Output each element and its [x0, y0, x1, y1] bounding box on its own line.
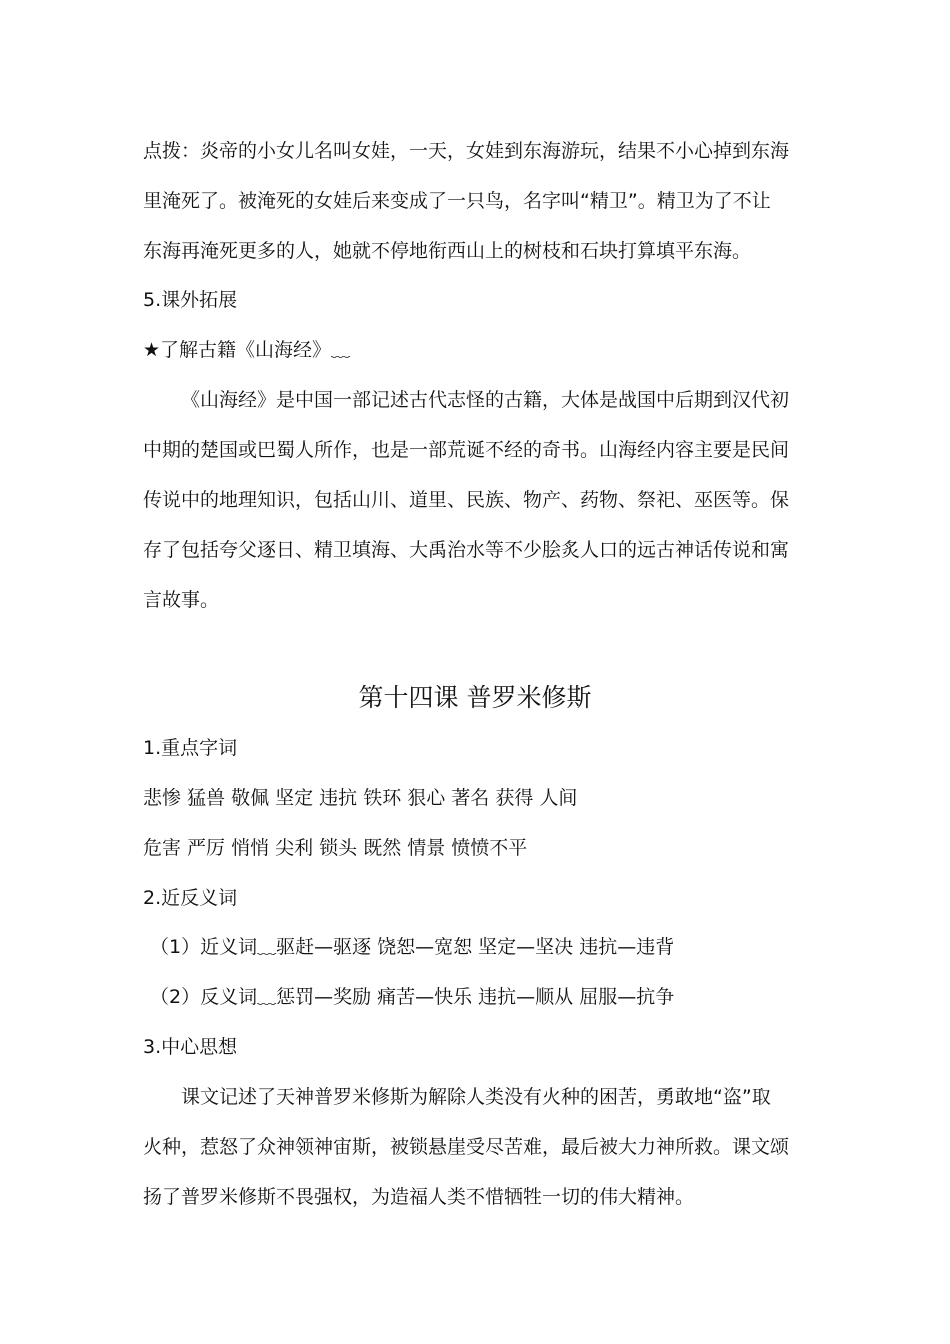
central-idea-heading: 3.中心思想	[143, 1036, 238, 1058]
shanhaijing-paragraph-line-2: 中期的楚国或巴蜀人所作，也是一部荒诞不经的奇书。山海经内容主要是民间	[143, 439, 790, 461]
central-idea-line-3: 扬了普罗米修斯不畏强权，为造福人类不惜牺牲一切的伟大精神。	[143, 1186, 695, 1208]
shanhaijing-paragraph-line-1: 《山海经》是中国一部记述古代志怪的古籍，大体是战国中后期到汉代初	[181, 389, 790, 411]
central-idea-line-2: 火种，惹怒了众神领神宙斯，被锁悬崖受尽苦难，最后被大力神所救。课文颂	[143, 1136, 790, 1158]
tip-paragraph-line-3: 东海再淹死更多的人，她就不停地衔西山上的树枝和石块打算填平东海。	[143, 240, 752, 262]
shanhaijing-paragraph-line-3: 传说中的地理知识，包括山川、道里、民族、物产、药物、祭祀、巫医等。保	[143, 489, 790, 511]
synonyms-antonyms-heading: 2.近反义词	[143, 887, 238, 909]
tip-paragraph-line-2: 里淹死了。被淹死的女娃后来变成了一只鸟，名字叫“精卫”。精卫为了不让	[143, 190, 771, 212]
lesson-title: 第十四课 普罗米修斯	[358, 683, 592, 712]
tip-paragraph-line-1: 点拨：炎帝的小女儿名叫女娃，一天，女娃到东海游玩，结果不小心掉到东海	[143, 140, 790, 162]
section5-subheading: ★了解古籍《山海经》﹏	[143, 339, 351, 361]
central-idea-line-1: 课文记述了天神普罗米修斯为解除人类没有火种的困苦，勇敢地“盗”取	[181, 1086, 771, 1108]
synonyms-line: （1）近义词﹏驱赶—驱逐 饶恕—宽恕 坚定—坚决 违抗—违背	[150, 936, 675, 958]
section5-heading: 5.课外拓展	[143, 289, 238, 311]
key-words-heading: 1.重点字词	[143, 737, 238, 759]
shanhaijing-paragraph-line-5: 言故事。	[143, 589, 220, 611]
key-words-line-1: 悲惨 猛兽 敬佩 坚定 违抗 铁环 狠心 著名 获得 人间	[143, 787, 578, 809]
shanhaijing-paragraph-line-4: 存了包括夸父逐日、精卫填海、大禹治水等不少脍炙人口的远古神话传说和寓	[143, 539, 790, 561]
key-words-line-2: 危害 严厉 悄悄 尖利 锁头 既然 情景 愤愤不平	[143, 837, 528, 859]
antonyms-line: （2）反义词﹏惩罚—奖励 痛苦—快乐 违抗—顺从 屈服—抗争	[150, 986, 675, 1008]
